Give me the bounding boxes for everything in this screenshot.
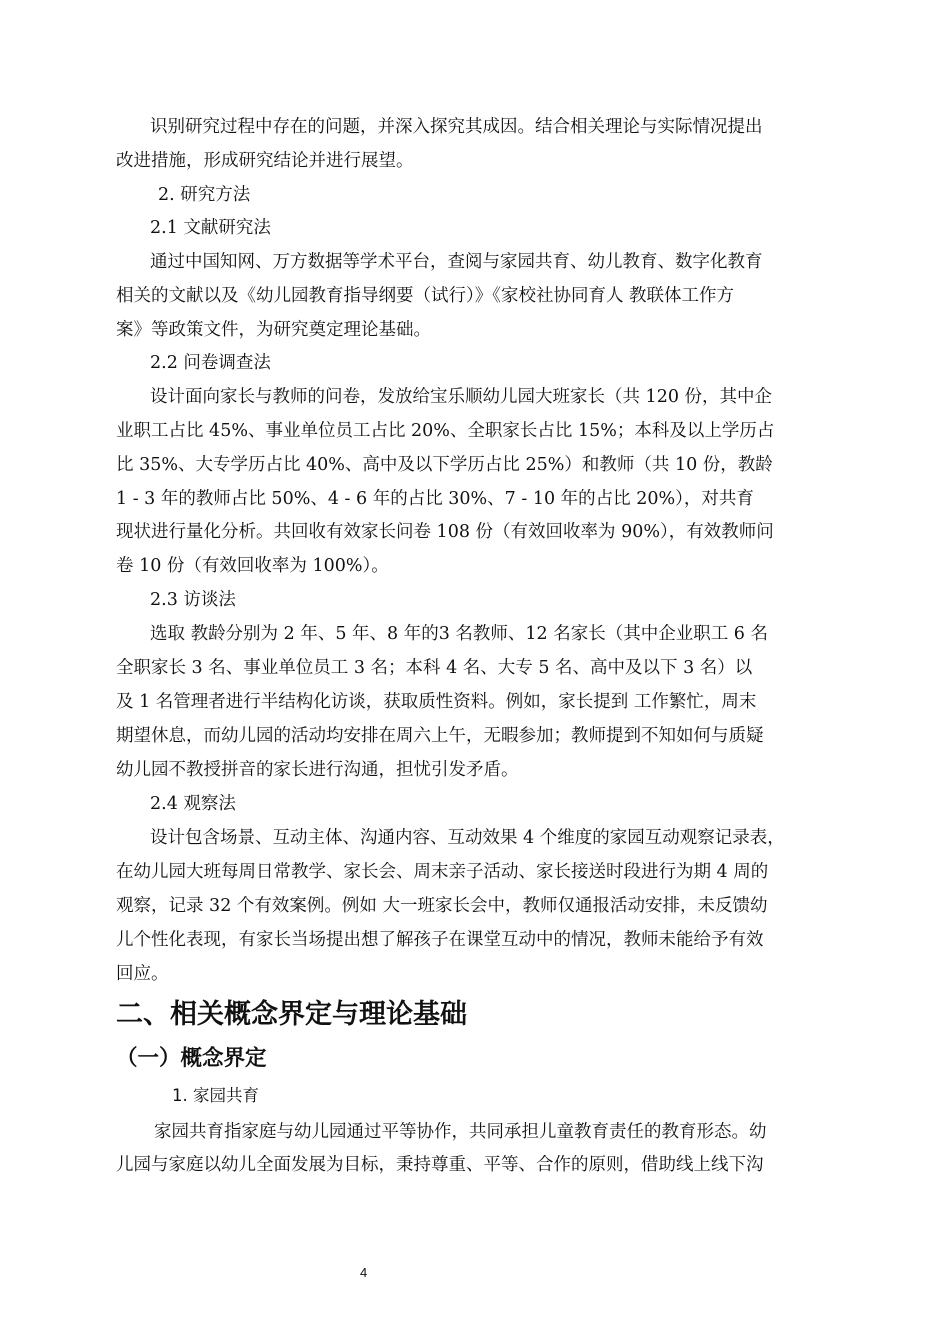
body-line: 1 - 3 年的教师占比 50%、4 - 6 年的占比 30%、7 - 10 年的占比 20%），对共育 <box>116 489 754 509</box>
body-line: 回应。 <box>116 964 169 984</box>
body-line: 相关的文献以及《幼儿园教育指导纲要（试行）》《家校社协同育人 教联体工作方 <box>116 286 735 306</box>
subsection-heading: 2.1 文献研究法 <box>150 218 271 238</box>
subsection-heading: 1. 家园共育 <box>172 1086 259 1105</box>
body-line: 全职家长 3 名、事业单位员工 3 名；本科 4 名、大专 5 名、高中及以下 3 名）以 <box>116 658 753 678</box>
body-line: 设计面向家长与教师的问卷，发放给宝乐顺幼儿园大班家长（共 120 份，其中企 <box>150 387 773 407</box>
section-heading: 2. 研究方法 <box>158 185 251 205</box>
body-line: 期望休息，而幼儿园的活动均安排在周六上午，无暇参加；教师提到不知如何与质疑 <box>116 726 764 746</box>
section-heading: （一）概念界定 <box>116 1046 267 1071</box>
subsection-heading: 2.3 访谈法 <box>150 590 236 610</box>
body-line: 设计包含场景、互动主体、沟通内容、互动效果 4 个维度的家园互动观察记录表， <box>150 828 785 848</box>
body-line: 卷 10 份（有效回收率为 100%）。 <box>116 556 389 576</box>
body-line: 幼儿园不教授拼音的家长进行沟通，担忧引发矛盾。 <box>116 760 519 780</box>
body-line: 通过中国知网、万方数据等学术平台，查阅与家园共育、幼儿教育、数字化教育 <box>150 252 763 272</box>
body-line: 改进措施，形成研究结论并进行展望。 <box>116 151 414 171</box>
body-line: 儿个性化表现，有家长当场提出想了解孩子在课堂互动中的情况，教师未能给予有效 <box>116 930 764 950</box>
body-line: 及 1 名管理者进行半结构化访谈，获取质性资料。例如，家长提到 工作繁忙，周末 <box>116 692 757 712</box>
body-line: 现状进行量化分析。共回收有效家长问卷 108 份（有效回收率为 90%），有效教师问 <box>116 522 774 542</box>
body-line: 案》等政策文件，为研究奠定理论基础。 <box>116 320 431 340</box>
body-line: 业职工占比 45%、事业单位员工占比 20%、全职家长占比 15%；本科及以上学历占 <box>116 421 775 441</box>
body-line: 家园共育指家庭与幼儿园通过平等协作，共同承担儿童教育责任的教育形态。幼 <box>154 1122 767 1142</box>
body-line: 在幼儿园大班每周日常教学、家长会、周末亲子活动、家长接送时段进行为期 4 周的 <box>116 862 769 882</box>
body-line: 观察，记录 32 个有效案例。例如 大一班家长会中，教师仅通报活动安排，未反馈幼 <box>116 896 768 916</box>
body-line: 比 35%、大专学历占比 40%、高中及以下学历占比 25%）和教师（共 10 份，教龄 <box>116 455 773 475</box>
subsection-heading: 2.4 观察法 <box>150 794 236 814</box>
body-line: 儿园与家庭以幼儿全面发展为目标，秉持尊重、平等、合作的原则，借助线上线下沟 <box>116 1155 764 1175</box>
body-line: 识别研究过程中存在的问题，并深入探究其成因。结合相关理论与实际情况提出 <box>150 117 763 137</box>
body-line: 选取 教龄分别为 2 年、5 年、8 年的3 名教师、12 名家长（其中企业职工 6 名 <box>150 624 769 644</box>
subsection-heading: 2.2 问卷调查法 <box>150 353 271 373</box>
chapter-heading: 二、相关概念界定与理论基础 <box>116 999 467 1030</box>
page-number: 4 <box>360 1265 368 1280</box>
